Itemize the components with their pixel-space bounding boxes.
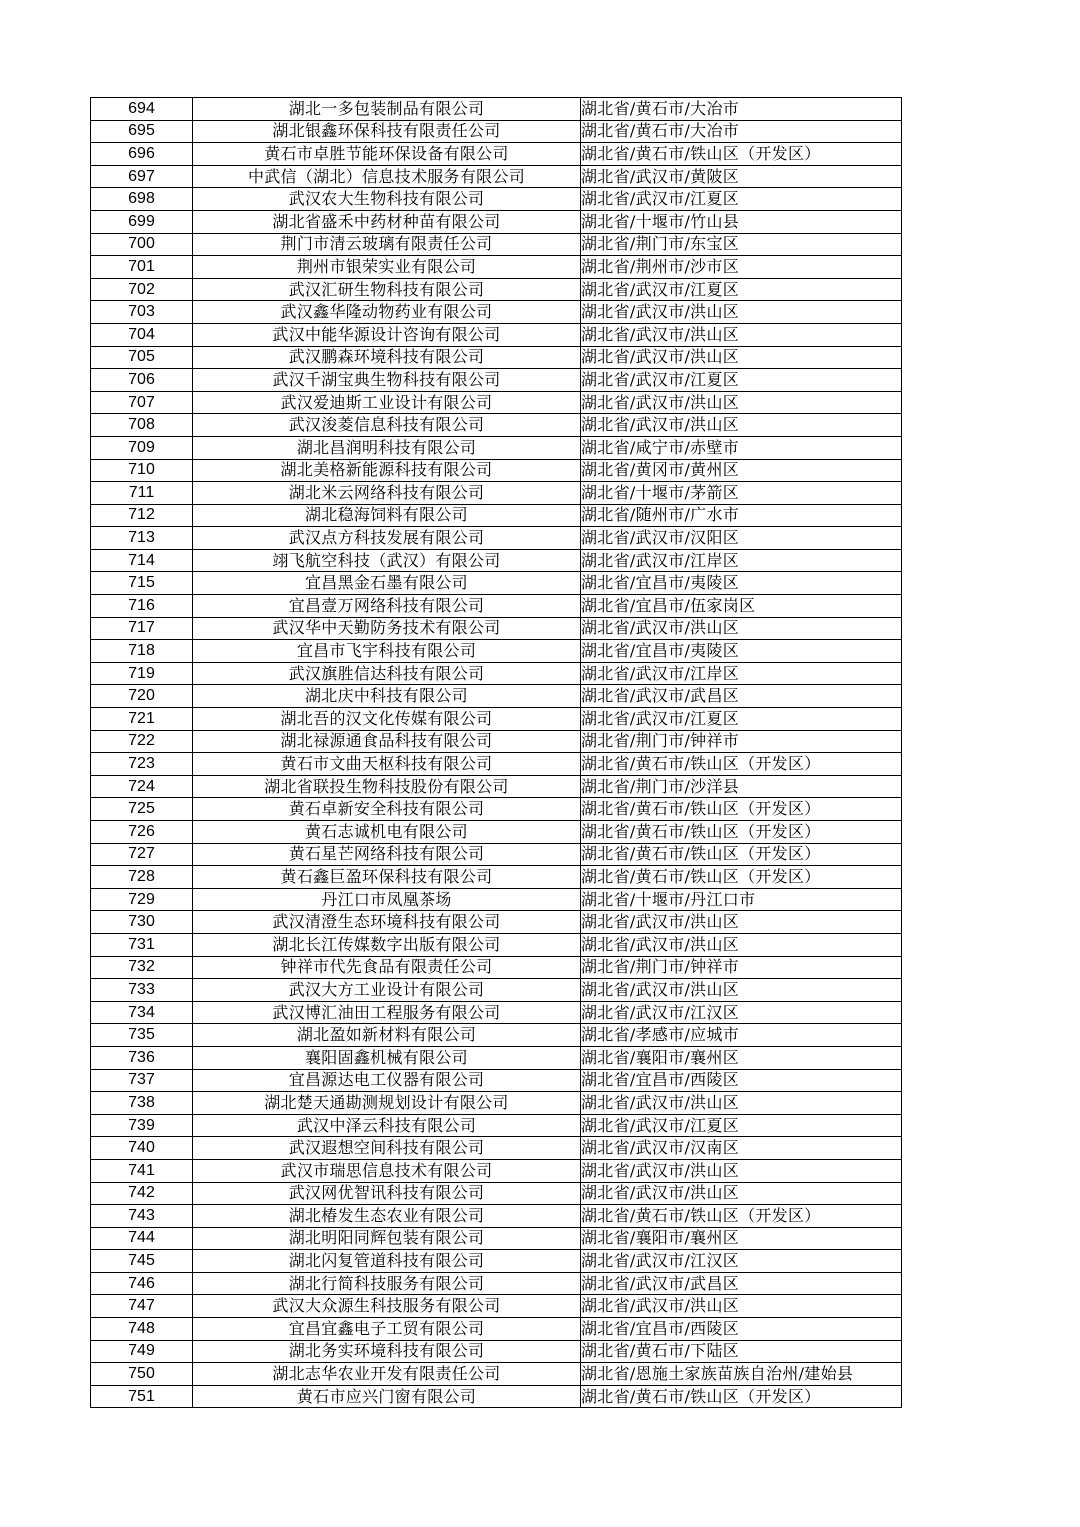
row-number: 725 bbox=[91, 798, 193, 821]
company-name: 宜昌壹万网络科技有限公司 bbox=[193, 595, 581, 618]
company-name: 湖北务实环境科技有限公司 bbox=[193, 1340, 581, 1363]
company-region: 湖北省/黄石市/铁山区（开发区） bbox=[581, 1205, 902, 1228]
company-region: 湖北省/黄石市/大冶市 bbox=[581, 120, 902, 143]
table-row bbox=[91, 640, 902, 663]
table-row bbox=[91, 753, 902, 776]
row-number: 721 bbox=[91, 708, 193, 731]
company-name: 武汉千湖宝典生物科技有限公司 bbox=[193, 369, 581, 392]
row-number: 700 bbox=[91, 233, 193, 256]
table-row bbox=[91, 775, 902, 798]
table-row bbox=[91, 549, 902, 572]
company-region: 湖北省/宜昌市/夷陵区 bbox=[581, 572, 902, 595]
company-name: 中武信（湖北）信息技术服务有限公司 bbox=[193, 165, 581, 188]
company-name: 丹江口市凤凰茶场 bbox=[193, 888, 581, 911]
company-region: 湖北省/宜昌市/伍家岗区 bbox=[581, 595, 902, 618]
table-row bbox=[91, 301, 902, 324]
table-row bbox=[91, 98, 902, 121]
company-name: 武汉华中天勤防务技术有限公司 bbox=[193, 617, 581, 640]
table-row bbox=[91, 278, 902, 301]
company-name: 湖北长江传媒数字出版有限公司 bbox=[193, 933, 581, 956]
company-region: 湖北省/武汉市/江汉区 bbox=[581, 1250, 902, 1273]
table-row bbox=[91, 866, 902, 889]
company-name: 武汉网优智讯科技有限公司 bbox=[193, 1182, 581, 1205]
company-region: 湖北省/武汉市/洪山区 bbox=[581, 617, 902, 640]
company-name: 武汉鑫华隆动物药业有限公司 bbox=[193, 301, 581, 324]
table-row bbox=[91, 527, 902, 550]
row-number: 742 bbox=[91, 1182, 193, 1205]
row-number: 719 bbox=[91, 662, 193, 685]
table-row bbox=[91, 911, 902, 934]
row-number: 703 bbox=[91, 301, 193, 324]
table-row bbox=[91, 730, 902, 753]
company-name: 湖北椿发生态农业有限公司 bbox=[193, 1205, 581, 1228]
company-name: 湖北昌润明科技有限公司 bbox=[193, 436, 581, 459]
table-row bbox=[91, 595, 902, 618]
row-number: 698 bbox=[91, 188, 193, 211]
company-region: 湖北省/十堰市/茅箭区 bbox=[581, 482, 902, 505]
company-region: 湖北省/武汉市/洪山区 bbox=[581, 933, 902, 956]
table-row bbox=[91, 979, 902, 1002]
row-number: 740 bbox=[91, 1137, 193, 1160]
table-row bbox=[91, 1227, 902, 1250]
company-name: 湖北银鑫环保科技有限责任公司 bbox=[193, 120, 581, 143]
table-body bbox=[91, 98, 902, 1408]
company-name: 湖北省联投生物科技股份有限公司 bbox=[193, 775, 581, 798]
row-number: 705 bbox=[91, 346, 193, 369]
row-number: 714 bbox=[91, 549, 193, 572]
company-name: 湖北明阳同辉包装有限公司 bbox=[193, 1227, 581, 1250]
company-name: 黄石志诚机电有限公司 bbox=[193, 821, 581, 844]
company-name: 武汉中泽云科技有限公司 bbox=[193, 1114, 581, 1137]
row-number: 744 bbox=[91, 1227, 193, 1250]
company-name: 湖北闪复管道科技有限公司 bbox=[193, 1250, 581, 1273]
company-region: 湖北省/襄阳市/襄州区 bbox=[581, 1227, 902, 1250]
row-number: 711 bbox=[91, 482, 193, 505]
company-name: 湖北志华农业开发有限责任公司 bbox=[193, 1363, 581, 1386]
row-number: 723 bbox=[91, 753, 193, 776]
table-row bbox=[91, 685, 902, 708]
row-number: 717 bbox=[91, 617, 193, 640]
row-number: 709 bbox=[91, 436, 193, 459]
company-name: 黄石市应兴门窗有限公司 bbox=[193, 1385, 581, 1408]
row-number: 718 bbox=[91, 640, 193, 663]
company-region: 湖北省/荆门市/沙洋县 bbox=[581, 775, 902, 798]
table-row bbox=[91, 504, 902, 527]
row-number: 731 bbox=[91, 933, 193, 956]
company-region: 湖北省/黄石市/铁山区（开发区） bbox=[581, 866, 902, 889]
company-region: 湖北省/武汉市/汉阳区 bbox=[581, 527, 902, 550]
row-number: 738 bbox=[91, 1092, 193, 1115]
row-number: 747 bbox=[91, 1295, 193, 1318]
row-number: 694 bbox=[91, 98, 193, 121]
row-number: 736 bbox=[91, 1046, 193, 1069]
company-region: 湖北省/武汉市/江夏区 bbox=[581, 278, 902, 301]
table-row bbox=[91, 888, 902, 911]
row-number: 745 bbox=[91, 1250, 193, 1273]
table-row bbox=[91, 120, 902, 143]
row-number: 728 bbox=[91, 866, 193, 889]
company-name: 湖北庆中科技有限公司 bbox=[193, 685, 581, 708]
company-region: 湖北省/黄石市/铁山区（开发区） bbox=[581, 753, 902, 776]
table-row bbox=[91, 1385, 902, 1408]
row-number: 715 bbox=[91, 572, 193, 595]
company-region: 湖北省/武汉市/洪山区 bbox=[581, 979, 902, 1002]
table-row bbox=[91, 1159, 902, 1182]
row-number: 739 bbox=[91, 1114, 193, 1137]
table-row bbox=[91, 256, 902, 279]
table-row bbox=[91, 1001, 902, 1024]
row-number: 732 bbox=[91, 956, 193, 979]
company-name: 武汉浚菱信息科技有限公司 bbox=[193, 414, 581, 437]
row-number: 710 bbox=[91, 459, 193, 482]
table-row bbox=[91, 821, 902, 844]
row-number: 748 bbox=[91, 1318, 193, 1341]
company-name: 襄阳固鑫机械有限公司 bbox=[193, 1046, 581, 1069]
company-region: 湖北省/武汉市/江岸区 bbox=[581, 662, 902, 685]
company-name: 武汉中能华源设计咨询有限公司 bbox=[193, 323, 581, 346]
table-row bbox=[91, 1114, 902, 1137]
table-row bbox=[91, 1250, 902, 1273]
company-name: 湖北一多包装制品有限公司 bbox=[193, 98, 581, 121]
row-number: 713 bbox=[91, 527, 193, 550]
table-row bbox=[91, 708, 902, 731]
company-region: 湖北省/荆门市/钟祥市 bbox=[581, 956, 902, 979]
row-number: 743 bbox=[91, 1205, 193, 1228]
row-number: 737 bbox=[91, 1069, 193, 1092]
company-name: 湖北稳海饲料有限公司 bbox=[193, 504, 581, 527]
table-row bbox=[91, 482, 902, 505]
company-region: 湖北省/十堰市/竹山县 bbox=[581, 210, 902, 233]
company-name: 宜昌市飞宇科技有限公司 bbox=[193, 640, 581, 663]
table-row bbox=[91, 1272, 902, 1295]
company-list-table bbox=[90, 97, 902, 1408]
company-name: 翊飞航空科技（武汉）有限公司 bbox=[193, 549, 581, 572]
company-name: 荆州市银荣实业有限公司 bbox=[193, 256, 581, 279]
table-row bbox=[91, 346, 902, 369]
row-number: 722 bbox=[91, 730, 193, 753]
company-region: 湖北省/襄阳市/襄州区 bbox=[581, 1046, 902, 1069]
row-number: 751 bbox=[91, 1385, 193, 1408]
company-region: 湖北省/黄石市/大冶市 bbox=[581, 98, 902, 121]
row-number: 699 bbox=[91, 210, 193, 233]
company-region: 湖北省/恩施土家族苗族自治州/建始县 bbox=[581, 1363, 902, 1386]
row-number: 695 bbox=[91, 120, 193, 143]
table-row bbox=[91, 143, 902, 166]
table-row bbox=[91, 1069, 902, 1092]
company-region: 湖北省/武汉市/武昌区 bbox=[581, 1272, 902, 1295]
company-region: 湖北省/黄石市/铁山区（开发区） bbox=[581, 1385, 902, 1408]
table-row bbox=[91, 188, 902, 211]
row-number: 726 bbox=[91, 821, 193, 844]
table-row bbox=[91, 1046, 902, 1069]
company-region: 湖北省/武汉市/洪山区 bbox=[581, 301, 902, 324]
company-region: 湖北省/武汉市/武昌区 bbox=[581, 685, 902, 708]
company-region: 湖北省/武汉市/洪山区 bbox=[581, 1159, 902, 1182]
row-number: 708 bbox=[91, 414, 193, 437]
row-number: 706 bbox=[91, 369, 193, 392]
company-region: 湖北省/荆门市/东宝区 bbox=[581, 233, 902, 256]
company-name: 黄石市卓胜节能环保设备有限公司 bbox=[193, 143, 581, 166]
company-region: 湖北省/武汉市/江岸区 bbox=[581, 549, 902, 572]
table-row bbox=[91, 1182, 902, 1205]
company-region: 湖北省/武汉市/洪山区 bbox=[581, 1182, 902, 1205]
table-row bbox=[91, 210, 902, 233]
company-region: 湖北省/武汉市/江夏区 bbox=[581, 708, 902, 731]
company-region: 湖北省/武汉市/洪山区 bbox=[581, 1092, 902, 1115]
company-name: 武汉爱迪斯工业设计有限公司 bbox=[193, 391, 581, 414]
table-row bbox=[91, 843, 902, 866]
row-number: 741 bbox=[91, 1159, 193, 1182]
company-region: 湖北省/孝感市/应城市 bbox=[581, 1024, 902, 1047]
company-name: 武汉清澄生态环境科技有限公司 bbox=[193, 911, 581, 934]
company-name: 湖北盈如新材料有限公司 bbox=[193, 1024, 581, 1047]
company-name: 武汉鹏森环境科技有限公司 bbox=[193, 346, 581, 369]
table-row bbox=[91, 414, 902, 437]
row-number: 704 bbox=[91, 323, 193, 346]
company-region: 湖北省/宜昌市/西陵区 bbox=[581, 1318, 902, 1341]
row-number: 750 bbox=[91, 1363, 193, 1386]
company-name: 湖北行简科技服务有限公司 bbox=[193, 1272, 581, 1295]
company-region: 湖北省/武汉市/江夏区 bbox=[581, 188, 902, 211]
row-number: 720 bbox=[91, 685, 193, 708]
table-row bbox=[91, 1318, 902, 1341]
company-region: 湖北省/荆州市/沙市区 bbox=[581, 256, 902, 279]
table-row bbox=[91, 459, 902, 482]
table-row bbox=[91, 1092, 902, 1115]
company-name: 武汉大方工业设计有限公司 bbox=[193, 979, 581, 1002]
company-name: 武汉点方科技发展有限公司 bbox=[193, 527, 581, 550]
row-number: 712 bbox=[91, 504, 193, 527]
company-region: 湖北省/武汉市/洪山区 bbox=[581, 346, 902, 369]
row-number: 734 bbox=[91, 1001, 193, 1024]
table-row bbox=[91, 391, 902, 414]
company-name: 黄石卓新安全科技有限公司 bbox=[193, 798, 581, 821]
company-name: 武汉旗胜信达科技有限公司 bbox=[193, 662, 581, 685]
company-region: 湖北省/宜昌市/西陵区 bbox=[581, 1069, 902, 1092]
company-region: 湖北省/随州市/广水市 bbox=[581, 504, 902, 527]
company-region: 湖北省/黄石市/铁山区（开发区） bbox=[581, 843, 902, 866]
company-name: 黄石市文曲天枢科技有限公司 bbox=[193, 753, 581, 776]
company-region: 湖北省/宜昌市/夷陵区 bbox=[581, 640, 902, 663]
company-name: 武汉遐想空间科技有限公司 bbox=[193, 1137, 581, 1160]
company-region: 湖北省/黄石市/铁山区（开发区） bbox=[581, 143, 902, 166]
row-number: 733 bbox=[91, 979, 193, 1002]
company-region: 湖北省/荆门市/钟祥市 bbox=[581, 730, 902, 753]
table-row bbox=[91, 1295, 902, 1318]
company-name: 湖北美格新能源科技有限公司 bbox=[193, 459, 581, 482]
table-row bbox=[91, 662, 902, 685]
company-name: 湖北米云网络科技有限公司 bbox=[193, 482, 581, 505]
row-number: 724 bbox=[91, 775, 193, 798]
row-number: 697 bbox=[91, 165, 193, 188]
company-region: 湖北省/咸宁市/赤壁市 bbox=[581, 436, 902, 459]
company-name: 武汉市瑞思信息技术有限公司 bbox=[193, 1159, 581, 1182]
company-region: 湖北省/武汉市/洪山区 bbox=[581, 1295, 902, 1318]
table-row bbox=[91, 369, 902, 392]
table-row bbox=[91, 323, 902, 346]
row-number: 735 bbox=[91, 1024, 193, 1047]
row-number: 727 bbox=[91, 843, 193, 866]
company-region: 湖北省/武汉市/洪山区 bbox=[581, 391, 902, 414]
row-number: 701 bbox=[91, 256, 193, 279]
company-region: 湖北省/黄冈市/黄州区 bbox=[581, 459, 902, 482]
company-name: 荆门市清云玻璃有限责任公司 bbox=[193, 233, 581, 256]
table-row bbox=[91, 956, 902, 979]
row-number: 749 bbox=[91, 1340, 193, 1363]
table-row bbox=[91, 1024, 902, 1047]
table-row bbox=[91, 165, 902, 188]
row-number: 707 bbox=[91, 391, 193, 414]
company-name: 武汉农大生物科技有限公司 bbox=[193, 188, 581, 211]
company-name: 宜昌源达电工仪器有限公司 bbox=[193, 1069, 581, 1092]
company-name: 湖北禄源通食品科技有限公司 bbox=[193, 730, 581, 753]
table-row bbox=[91, 617, 902, 640]
row-number: 702 bbox=[91, 278, 193, 301]
table-row bbox=[91, 1205, 902, 1228]
company-region: 湖北省/武汉市/江夏区 bbox=[581, 369, 902, 392]
company-region: 湖北省/武汉市/汉南区 bbox=[581, 1137, 902, 1160]
company-name: 湖北省盛禾中药材种苗有限公司 bbox=[193, 210, 581, 233]
company-region: 湖北省/武汉市/洪山区 bbox=[581, 911, 902, 934]
row-number: 730 bbox=[91, 911, 193, 934]
company-name: 湖北楚天通勘测规划设计有限公司 bbox=[193, 1092, 581, 1115]
table-row bbox=[91, 1340, 902, 1363]
row-number: 729 bbox=[91, 888, 193, 911]
row-number: 746 bbox=[91, 1272, 193, 1295]
company-name: 黄石星芒网络科技有限公司 bbox=[193, 843, 581, 866]
company-name: 武汉博汇油田工程服务有限公司 bbox=[193, 1001, 581, 1024]
row-number: 696 bbox=[91, 143, 193, 166]
company-name: 宜昌宜鑫电子工贸有限公司 bbox=[193, 1318, 581, 1341]
company-region: 湖北省/黄石市/铁山区（开发区） bbox=[581, 821, 902, 844]
company-name: 黄石鑫巨盈环保科技有限公司 bbox=[193, 866, 581, 889]
company-region: 湖北省/武汉市/江汉区 bbox=[581, 1001, 902, 1024]
company-region: 湖北省/十堰市/丹江口市 bbox=[581, 888, 902, 911]
company-name: 宜昌黑金石墨有限公司 bbox=[193, 572, 581, 595]
table-row bbox=[91, 1363, 902, 1386]
table-row bbox=[91, 436, 902, 459]
table-row bbox=[91, 933, 902, 956]
company-region: 湖北省/黄石市/铁山区（开发区） bbox=[581, 798, 902, 821]
table-row bbox=[91, 572, 902, 595]
company-name: 武汉大众源生科技服务有限公司 bbox=[193, 1295, 581, 1318]
company-region: 湖北省/武汉市/洪山区 bbox=[581, 323, 902, 346]
company-name: 武汉汇研生物科技有限公司 bbox=[193, 278, 581, 301]
company-name: 钟祥市代先食品有限责任公司 bbox=[193, 956, 581, 979]
company-region: 湖北省/黄石市/下陆区 bbox=[581, 1340, 902, 1363]
company-region: 湖北省/武汉市/江夏区 bbox=[581, 1114, 902, 1137]
row-number: 716 bbox=[91, 595, 193, 618]
company-region: 湖北省/武汉市/洪山区 bbox=[581, 414, 902, 437]
company-name: 湖北吾的汉文化传媒有限公司 bbox=[193, 708, 581, 731]
table-row bbox=[91, 1137, 902, 1160]
table-row bbox=[91, 798, 902, 821]
company-region: 湖北省/武汉市/黄陂区 bbox=[581, 165, 902, 188]
table-row bbox=[91, 233, 902, 256]
